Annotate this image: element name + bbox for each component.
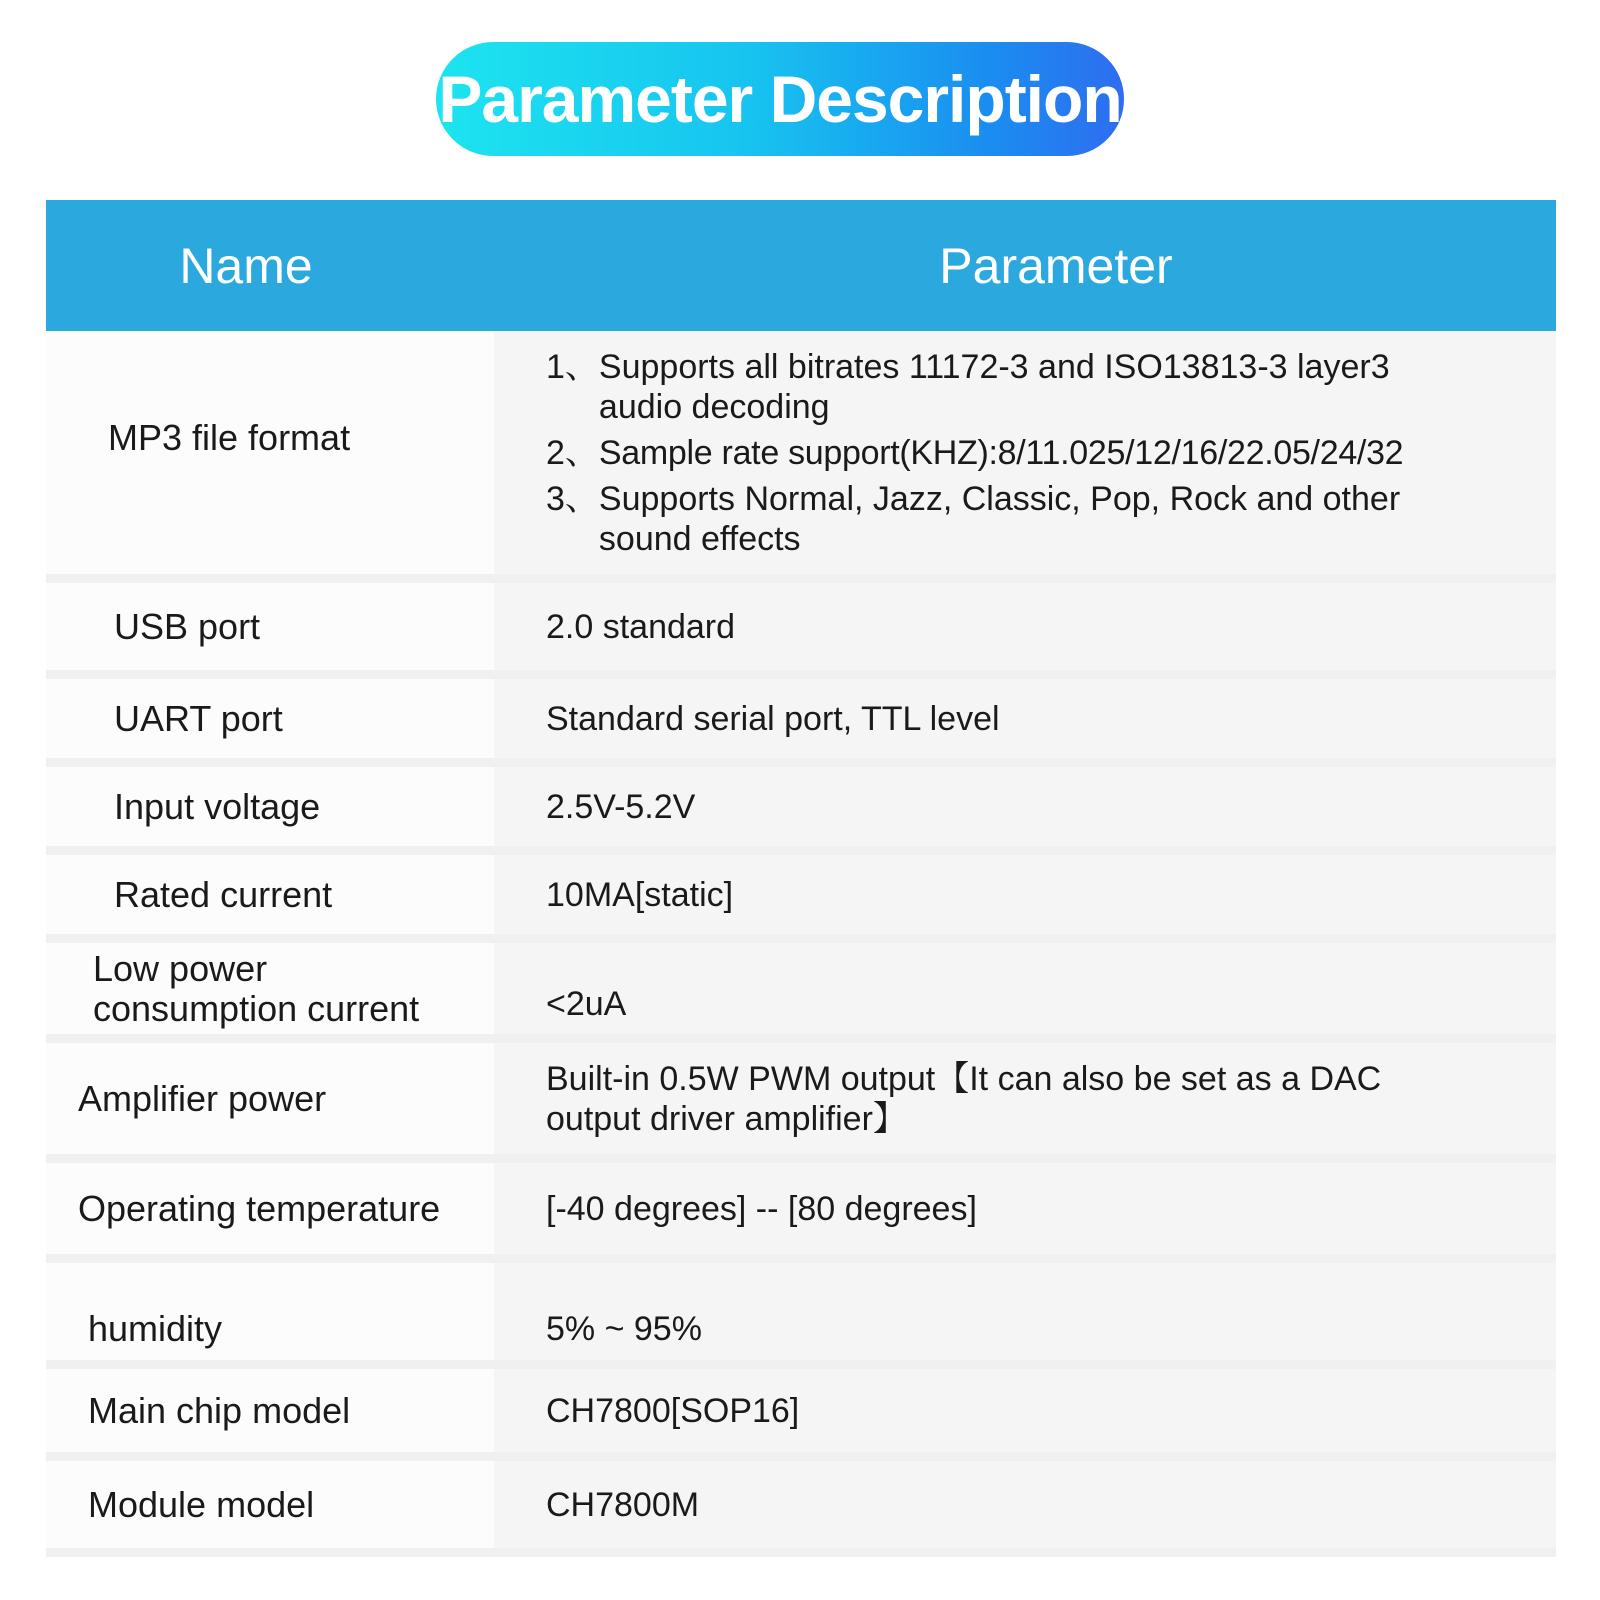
list-number: 2、 <box>546 433 599 472</box>
table-row-humidity <box>46 1263 1556 1369</box>
table-row-low-power-current <box>46 943 1556 1043</box>
row-name: Rated current <box>46 855 494 934</box>
row-name: Low power consumption current <box>46 943 494 1034</box>
row-name: Input voltage <box>46 767 494 846</box>
row-name: UART port <box>46 679 494 758</box>
table-row-amplifier-power <box>46 1043 1556 1163</box>
table-row-usb-port <box>46 583 1556 679</box>
list-number: 3、 <box>546 479 599 518</box>
table-row-input-voltage <box>46 767 1556 855</box>
table-header <box>46 200 1556 331</box>
row-value: Built-in 0.5W PWM output【It can also be set as a DAC output driver amplifier】 <box>494 1043 1556 1154</box>
row-value: 2.0 standard <box>494 583 1556 670</box>
row-name: MP3 file format <box>46 331 494 574</box>
table-row-rated-current <box>46 855 1556 943</box>
row-value: [-40 degrees] -- [80 degrees] <box>494 1163 1556 1254</box>
parameter-table <box>46 200 1556 1557</box>
table-row-mp3-file-format <box>46 331 1556 583</box>
header-parameter: Parameter <box>939 237 1173 294</box>
row-name: Module model <box>46 1461 494 1548</box>
row-name: Operating temperature <box>46 1163 494 1254</box>
table-row-module-model <box>46 1461 1556 1557</box>
header-name: Name <box>179 237 313 294</box>
table-row-operating-temperature <box>46 1163 1556 1263</box>
table-row-uart-port <box>46 679 1556 767</box>
row-value: 10MA[static] <box>494 855 1556 934</box>
list-item <box>546 347 1556 427</box>
row-value: CH7800[SOP16] <box>494 1369 1556 1452</box>
row-name: USB port <box>46 583 494 670</box>
list-item <box>546 433 1556 473</box>
row-value: 5% ~ 95% <box>494 1263 1556 1360</box>
row-value <box>494 331 1556 574</box>
table-row-main-chip-model <box>46 1369 1556 1461</box>
list-number: 1、 <box>546 347 599 386</box>
page-title: Parameter Description <box>438 62 1122 136</box>
row-value: Standard serial port, TTL level <box>494 679 1556 758</box>
row-value: <2uA <box>494 943 1556 1034</box>
list-text: Supports Normal, Jazz, Classic, Pop, Rock and other sound effects <box>598 479 1401 558</box>
row-name: Main chip model <box>46 1369 494 1452</box>
list-text: Supports all bitrates 11172-3 and ISO13813-3 layer3 audio decoding <box>598 347 1390 426</box>
row-name: humidity <box>46 1263 494 1360</box>
list-item <box>546 479 1556 559</box>
row-value: CH7800M <box>494 1461 1556 1548</box>
row-name: Amplifier power <box>46 1043 494 1154</box>
list-text: Sample rate support(KHZ):8/11.025/12/16/22.05/24/32 <box>598 433 1404 472</box>
row-value: 2.5V-5.2V <box>494 767 1556 846</box>
title-banner <box>436 42 1124 156</box>
